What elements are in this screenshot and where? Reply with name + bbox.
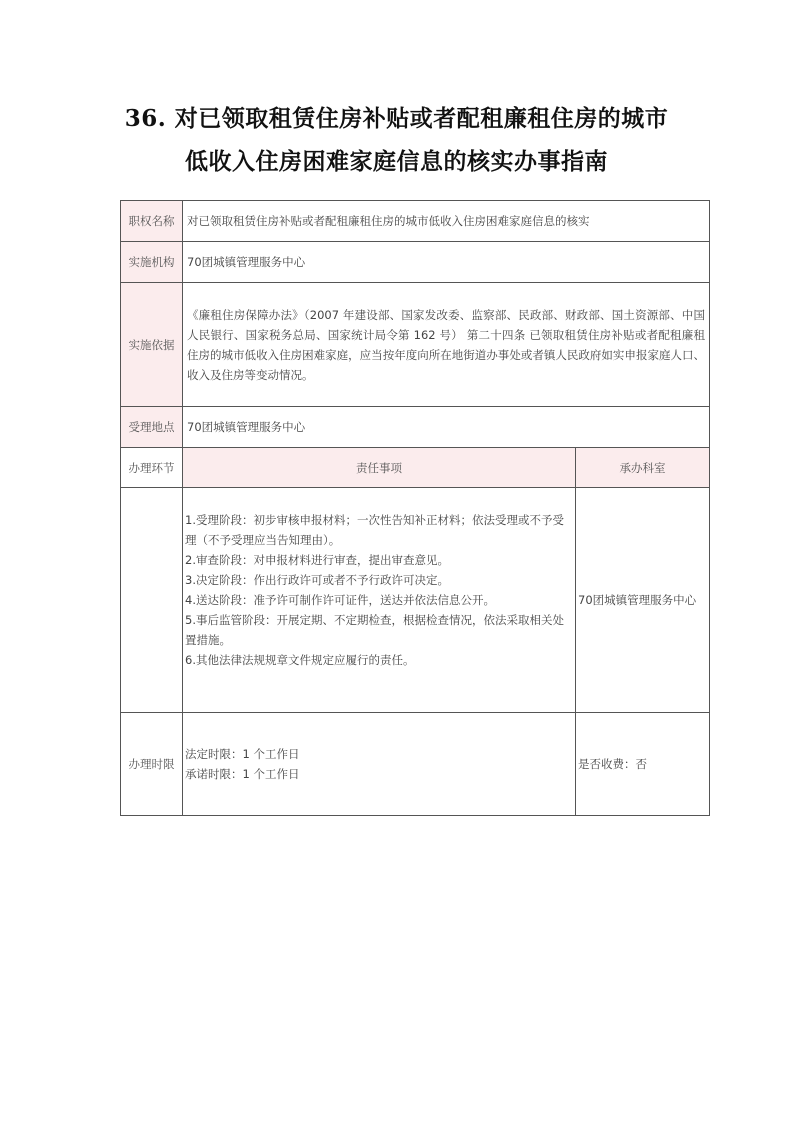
process-empty-cell — [121, 488, 183, 713]
page-title-line-2: 低收入住房困难家庭信息的核实办事指南 — [185, 148, 608, 175]
location-label: 受理地点 — [121, 407, 183, 448]
location-value: 70团城镇管理服务中心 — [183, 407, 710, 448]
row-authority-name — [121, 201, 710, 242]
agency-label: 实施机构 — [121, 242, 183, 283]
responsibility-header: 责任事项 — [183, 448, 576, 488]
basis-label: 实施依据 — [121, 283, 183, 407]
fee-value: 是否收费：否 — [576, 713, 710, 816]
step-4: 4.送达阶段：准予许可制作许可证件，送达并依法信息公开。 — [185, 593, 495, 607]
authority-name-value: 对已领取租赁住房补贴或者配租廉租住房的城市低收入住房困难家庭信息的核实 — [183, 201, 710, 242]
row-process-steps — [121, 488, 710, 713]
row-location — [121, 407, 710, 448]
department-value: 70团城镇管理服务中心 — [576, 488, 710, 713]
process-label: 办理环节 — [121, 448, 183, 488]
step-5: 5.事后监管阶段：开展定期、不定期检查，根据检查情况，依法采取相关处置措施。 — [185, 613, 564, 647]
statutory-time-limit: 法定时限：1 个工作日 — [185, 747, 300, 761]
promised-time-limit: 承诺时限：1 个工作日 — [185, 767, 300, 781]
authority-name-label: 职权名称 — [121, 201, 183, 242]
time-limit-label: 办理时限 — [121, 713, 183, 816]
time-limit-values — [183, 713, 576, 816]
step-3: 3.决定阶段：作出行政许可或者不予行政许可决定。 — [185, 573, 449, 587]
row-process-header — [121, 448, 710, 488]
row-agency — [121, 242, 710, 283]
department-header: 承办科室 — [576, 448, 710, 488]
row-basis — [121, 283, 710, 407]
step-6: 6.其他法律法规规章文件规定应履行的责任。 — [185, 653, 415, 667]
service-guide-table — [120, 200, 710, 816]
step-2: 2.审查阶段：对申报材料进行审查，提出审查意见。 — [185, 553, 449, 567]
page-title-line-1: 36. 对已领取租赁住房补贴或者配租廉租住房的城市 — [124, 105, 669, 132]
responsibility-steps — [183, 488, 576, 713]
row-time-limit — [121, 713, 710, 816]
basis-value: 《廉租住房保障办法》（2007 年建设部、国家发改委、监察部、民政部、财政部、国土资源部、中国人民银行、国家税务总局、国家统计局令第 162 号） 第二十四条 已领取租赁住房补贴或者配租廉租住房的城市低收入住房困难家庭，应当按年度向所在地街道办事处或者镇人民政府如实申报家庭人口、收入及住房等变动情况。 — [183, 283, 710, 407]
agency-value: 70团城镇管理服务中心 — [183, 242, 710, 283]
step-1: 1.受理阶段：初步审核申报材料；一次性告知补正材料；依法受理或不予受理（不予受理应当告知理由）。 — [185, 513, 564, 547]
